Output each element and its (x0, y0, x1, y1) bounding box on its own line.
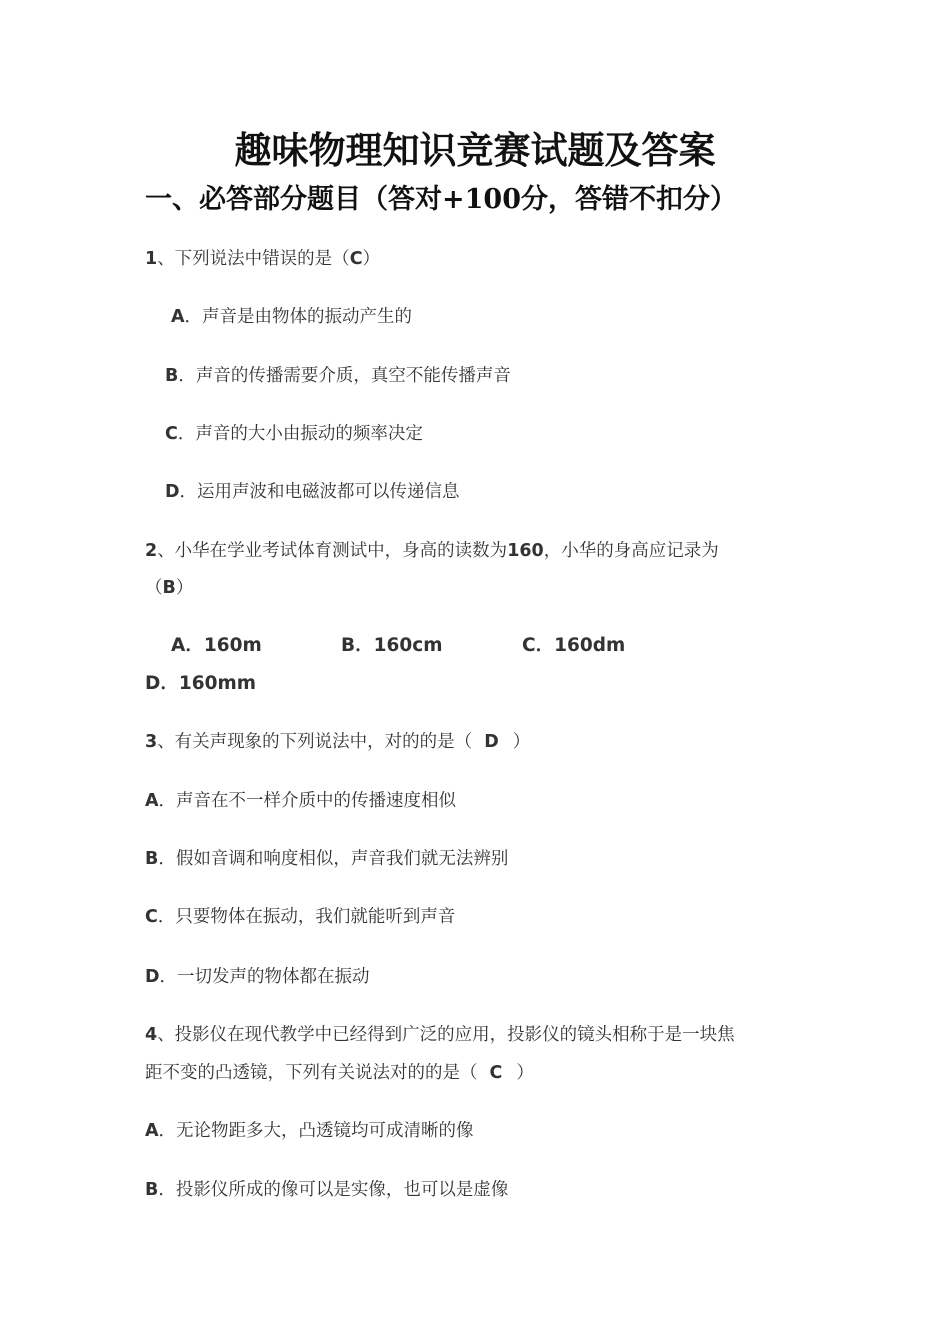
option-label: A (145, 791, 159, 811)
option-text: ．声音是由物体的振动产生的 (184, 307, 413, 327)
question-close: ） (175, 578, 194, 598)
option-label: D (145, 967, 160, 987)
section-heading: 一、必答部分题目（答对+100分，答错不扣分） (145, 184, 737, 215)
option-text: ．160m (185, 635, 262, 656)
question-1-option-d (165, 480, 460, 504)
answer-key: B (162, 578, 176, 598)
option-label: B (145, 1180, 159, 1200)
option-text: ．声音的传播需要介质，真空不能传播声音 (178, 366, 511, 386)
question-text: 距不变的凸透镜，下列有关说法对的的是（ (145, 1063, 478, 1083)
option-label: D (145, 673, 161, 694)
question-3-option-a (145, 789, 456, 813)
question-1-option-c (165, 422, 423, 446)
question-3-option-b (145, 847, 508, 871)
option-text: ．只要物体在振动，我们就能听到声音 (157, 907, 456, 927)
question-open: （ (145, 578, 163, 598)
option-text: ．160mm (160, 673, 257, 694)
question-3-option-c (145, 905, 455, 929)
option-text: ．假如音调和响度相似，声音我们就无法辨别 (158, 849, 509, 869)
answer-key: C (489, 1063, 503, 1083)
question-3-stem (145, 730, 530, 754)
question-close: ） (516, 1063, 534, 1083)
question-text: 、下列说法中错误的是（ (157, 249, 350, 269)
question-number: 3 (145, 732, 158, 752)
question-text: 、投影仪在现代教学中已经得到广泛的应用，投影仪的镜头相称于是一块焦 (157, 1025, 735, 1045)
option-label: B (145, 849, 159, 869)
question-4-option-b (145, 1178, 508, 1202)
option-text: ．声音的大小由振动的频率决定 (177, 424, 423, 444)
question-2-option-b (341, 634, 442, 658)
question-4-stem-line-1 (145, 1023, 735, 1047)
question-number: 1 (145, 249, 158, 269)
option-label: A (145, 1121, 159, 1141)
option-text: ．投影仪所成的像可以是实像，也可以是虚像 (158, 1180, 509, 1200)
question-text: 、有关声现象的下列说法中，对的的是（ (157, 732, 473, 752)
option-text: ．运用声波和电磁波都可以传递信息 (179, 482, 460, 502)
option-label: D (165, 482, 180, 502)
question-4-stem-line-2 (145, 1061, 534, 1085)
answer-key: C (349, 249, 363, 269)
option-text: ．160dm (535, 635, 626, 656)
question-1-stem (145, 247, 380, 271)
question-number: 4 (145, 1025, 158, 1045)
option-label: C (522, 635, 536, 656)
question-text: 、小华在学业考试体育测试中，身高的读数为 (157, 541, 508, 561)
option-label: A (171, 635, 186, 656)
question-number: 2 (145, 541, 158, 561)
question-3-option-d (145, 965, 370, 989)
option-label: B (341, 635, 356, 656)
option-text: ．无论物距多大，凸透镜均可成清晰的像 (158, 1121, 474, 1141)
question-2-stem-line-2 (145, 576, 193, 600)
option-text: ．一切发声的物体都在振动 (159, 967, 370, 987)
option-label: A (171, 307, 185, 327)
question-close: ） (362, 249, 381, 269)
option-text: ．160cm (355, 635, 443, 656)
height-value: 160 (507, 541, 544, 561)
question-1-option-b (165, 364, 511, 388)
question-2-stem-line-1 (145, 539, 719, 563)
question-1-option-a (171, 305, 412, 329)
option-label: C (145, 907, 158, 927)
option-label: B (165, 366, 179, 386)
question-2-option-c (522, 634, 625, 658)
answer-key: D (484, 732, 499, 752)
question-close: ） (512, 732, 531, 752)
option-label: C (165, 424, 178, 444)
question-text-end: ，小华的身高应记录为 (543, 541, 719, 561)
option-text: ．声音在不一样介质中的传播速度相似 (158, 791, 457, 811)
question-4-option-a (145, 1119, 474, 1143)
document-title: 趣味物理知识竞赛试题及答案 (234, 128, 716, 172)
question-2-option-d (145, 672, 256, 696)
question-2-option-a (171, 634, 262, 658)
